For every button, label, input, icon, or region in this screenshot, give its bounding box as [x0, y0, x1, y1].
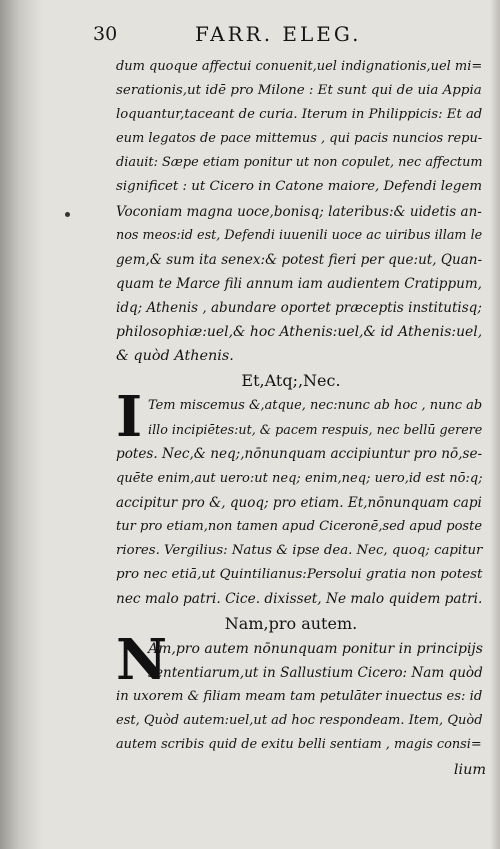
section-continuation	[116, 55, 486, 368]
text-line: nos meos:id est, Defendi iuuenili uoce ac uiribus illam le	[116, 227, 483, 243]
text-line: serationis,ut idē pro Milone : Et sunt qui de uia Appia	[116, 83, 482, 99]
text-line: pro nec etiā,ut Quintilianus:Persolui gratia non potest	[116, 566, 483, 582]
text-line: Tem miscemus &,atque, nec:nunc ab hoc , nunc ab	[148, 398, 483, 414]
text-line: idq; Athenis , abundare oportet præceptis institutisq;	[116, 299, 482, 316]
section-et-atq-nec	[116, 384, 486, 611]
text-line: loquantur,taceant de curia. Iterum in Philippicis: Et ad	[116, 107, 483, 123]
text-line: & quòd Athenis.	[116, 348, 234, 365]
drop-cap: N	[116, 627, 168, 694]
text-line: significet : ut Cicero in Catone maiore, Defendi legem	[116, 179, 483, 195]
text-line: riores. Vergilius: Natus & ipse dea. Nec, quoq; capitur	[116, 542, 483, 558]
text-line: accipitur pro &, quoq; pro etiam. Et,nōnunquam capi	[116, 494, 482, 511]
text-line: philosophiæ:uel,& hoc Athenis:uel,& id Athenis:uel,	[116, 324, 483, 341]
text-line: illo incipiētes:ut, & pacem respuis, nec bellū gerere	[148, 422, 483, 438]
text-line: autem scribis quid de exitu belli sentiam , magis consi=	[116, 737, 482, 753]
section-heading-et-atq-nec: Et,Atq;,Nec.	[241, 371, 341, 391]
text-line: in uxorem & filiam meam tam petulāter inuectus es: id	[116, 689, 483, 705]
drop-cap: I	[116, 384, 143, 451]
catchword: lium	[453, 761, 486, 778]
page-number: 30	[93, 23, 118, 45]
text-line: quēte enim,aut uero:ut neq; enim,neq; uero,id est nō:q;	[116, 470, 483, 486]
text-line: nec malo patri. Cice. dixisset, Ne malo quidem patri.	[116, 590, 483, 607]
section-heading-nam-pro-autem: Nam,pro autem.	[224, 614, 358, 634]
text-line: eum legatos de pace mittemus , qui pacis nuncios repu-	[116, 131, 483, 147]
margin-ink-dot	[65, 212, 70, 217]
text-line: tur pro etiam,non tamen apud Ciceronē,sed apud poste	[116, 518, 483, 534]
text-line: diauit: Sæpe etiam ponitur ut non copulet, nec affectum	[116, 155, 483, 171]
text-line: est, Quòd autem:uel,ut ad hoc respondeam. Item, Quòd	[116, 713, 483, 729]
text-line: gem,& sum ita senex:& potest fieri per que:ut, Quan-	[116, 251, 483, 268]
text-line: sententiarum,ut in Sallustium Cicero: Nam quòd	[148, 665, 483, 682]
section-nam-pro-autem	[116, 627, 486, 782]
text-line: dum quoque affectui conuenit,uel indignationis,uel mi=	[116, 59, 483, 74]
text-line: Voconiam magna uoce,bonisq; lateribus:& uidetis an-	[116, 203, 482, 220]
text-line: quam te Marce fili annum iam audientem Cratippum,	[116, 275, 482, 292]
text-line: Am,pro autem nōnunquam ponitur in principijs	[148, 641, 483, 658]
running-title: FARR. ELEG.	[195, 22, 362, 46]
text-line: potes. Nec,& neq;,nōnunquam accipiuntur pro nō,se-	[116, 446, 483, 463]
text-block	[116, 55, 486, 782]
